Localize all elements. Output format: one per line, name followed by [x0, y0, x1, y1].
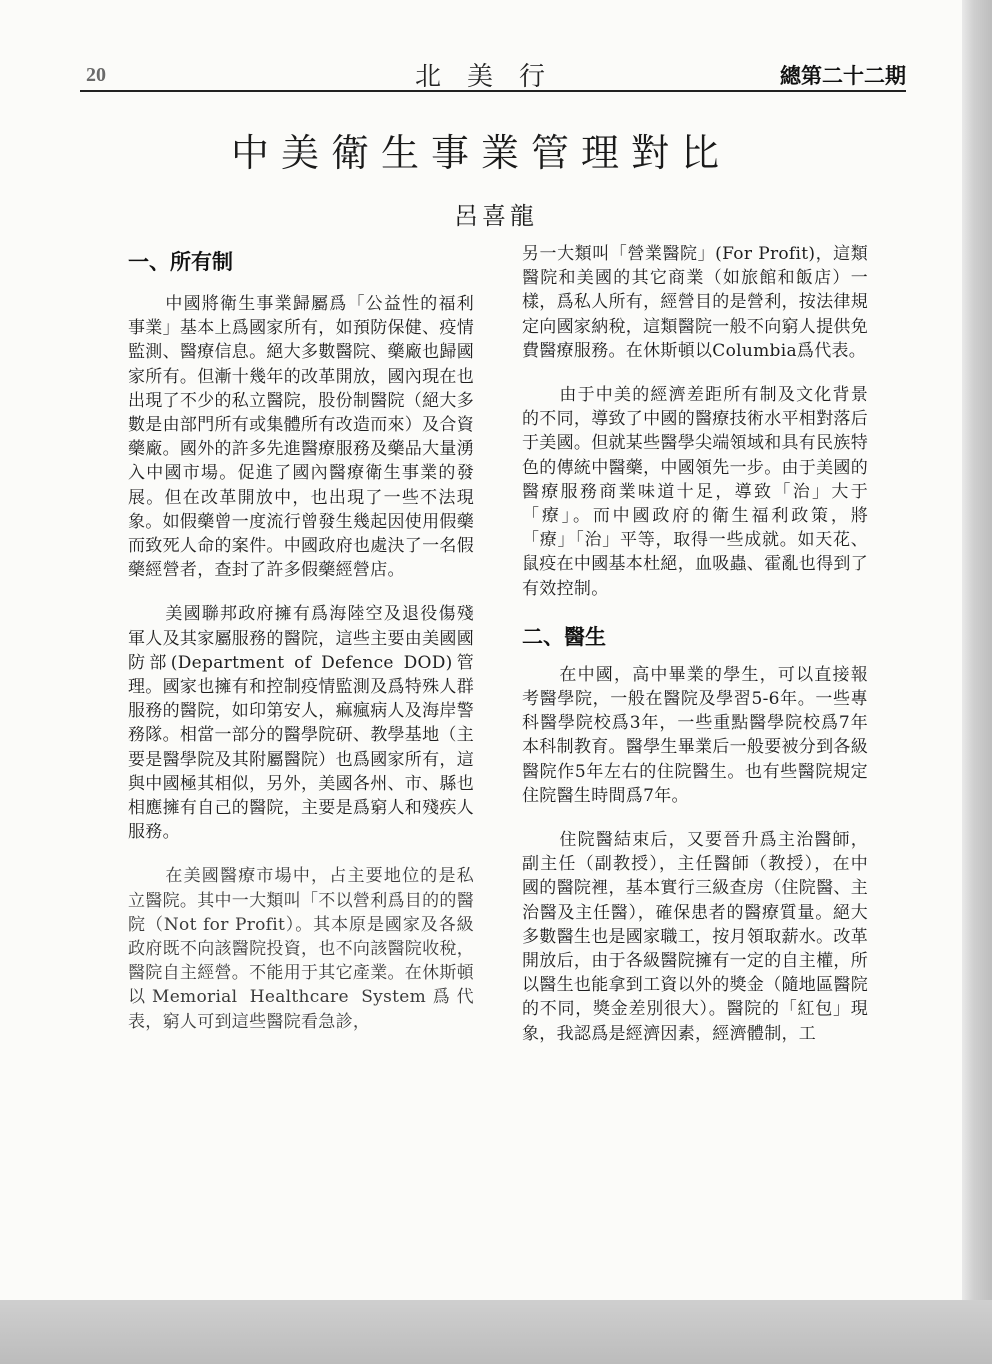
paragraph: 住院醫結束后，又要晉升爲主治醫師，副主任（副教授），主任醫師（教授），在中國的醫院裡，基本實行三級查房（住院醫、主治醫及主任醫），確保患者的醫療質量。絕大多數醫生也是國家職工，按月領取薪水。改革開放后，由于各級醫院擁有一定的自主權，所以醫生也能拿到工資以外的獎金（隨地區醫院的不同，獎金差別很大）。醫院的「紅包」現象，我認爲是經濟因素，經濟體制，工: [522, 830, 868, 1044]
paragraph: 在中國，高中畢業的學生，可以直接報考醫學院，一般在醫院及學習5-6年。一些專科醫學院校爲3年，一些重點醫學院校爲7年本科制教育。醫學生畢業后一般要被分到各級醫院作5年左右的住院醫生。也有些醫院規定住院醫生時間爲7年。: [522, 664, 868, 806]
issue-number: 總第二十二期: [780, 64, 906, 88]
running-title: 北美行: [414, 62, 571, 92]
running-header: [80, 52, 906, 92]
paragraph: 美國聯邦政府擁有爲海陸空及退役傷殘軍人及其家屬服務的醫院，這些主要由美國國防部(Department of Defence DOD)管理。國家也擁有和控制疫情監測及爲特殊人群服務的醫院，如印第安人，痲瘋病人及海岸警務隊。相當一部分的醫學院研、教學基地（主要是醫學院及其附屬醫院）也爲國家所有，這與中國極其相似，另外，美國各州、市、縣也相應擁有自己的醫院，主要是爲窮人和殘疾人服務。: [128, 604, 474, 843]
binding-edge: [962, 0, 992, 1364]
paragraph: 在美國醫療市場中，占主要地位的是私立醫院。其中一大類叫「不以營利爲目的的醫院（Not for Profit）。其本原是國家及各級政府既不向該醫院投資，也不向該醫院收稅，醫院自主經營。不能用于其它產業。在休斯頓以Memorial Healthcare System爲代表，窮人可到這些醫院看急診，: [128, 866, 474, 1032]
section-heading-ownership: 一、所有制: [128, 250, 233, 274]
section-heading-doctors: 二、醫生: [522, 624, 606, 649]
paragraph: 中國將衛生事業歸屬爲「公益性的福利事業」基本上爲國家所有，如預防保健、疫情監測、醫療信息。絕大多數醫院、藥廠也歸國家所有。但漸十幾年的改革開放，國內現在也出現了不少的私立醫院，股份制醫院（絕大多數是由部門所有或集體所有改造而來）及合資藥廠。國外的許多先進醫療服務及藥品大量湧入中國市場。促進了國內醫療衛生事業的發展。但在改革開放中，也出現了一些不法現象。如假藥曾一度流行曾發生幾起因使用假藥而致死人命的案件。中國政府也處決了一名假藥經營者，查封了許多假藥經營店。: [128, 294, 474, 581]
paragraph-continued: 另一大類叫「營業醫院」(For Profit)，這類醫院和美國的其它商業（如旅館和飯店）一樣，爲私人所有，經營目的是營利，按法律規定向國家納稅，這類醫院一般不向窮人提供免費醫療服務。在休斯頓以Columbia爲代表。: [522, 244, 868, 361]
page-number: 20: [86, 64, 106, 86]
article-author: 呂喜龍: [454, 202, 538, 230]
paragraph: 由于中美的經濟差距所有制及文化背景的不同，導致了中國的醫療技術水平相對落后于美國。但就某些醫學尖端領域和具有民族特色的傳統中醫藥，中國領先一步。由于美國的醫療服務商業味道十足，導致「治」大于「療」。而中國政府的衛生福利政策，將「療」「治」平等，取得一些成就。如天花、鼠疫在中國基本杜絕，血吸蟲、霍亂也得到了有效控制。: [522, 385, 868, 599]
left-column: [128, 242, 474, 1054]
article-title: 中美衛生事業管理對比: [230, 131, 731, 175]
scan-bottom-strip: [0, 1300, 992, 1364]
right-column: [522, 242, 868, 1066]
